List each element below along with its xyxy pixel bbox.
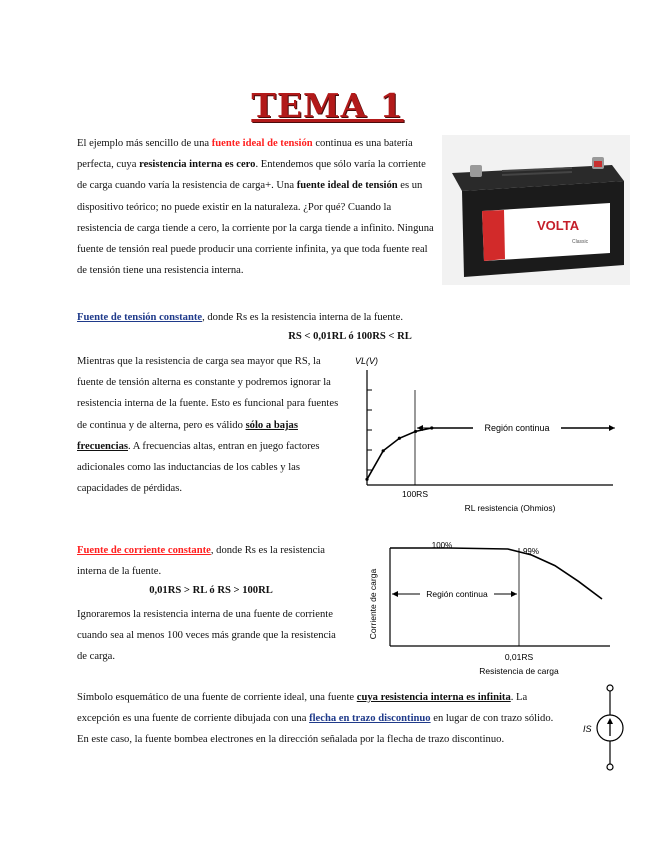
chart1-point (414, 430, 417, 433)
chart1-xlabel: RL resistencia (Ohmios) (464, 503, 556, 513)
battery-brand: VOLTA (537, 218, 580, 233)
highlight-internal-resistance: resistencia interna es cero (139, 159, 256, 171)
current-chart (362, 536, 620, 680)
chart2-region-label: Región continua (426, 589, 488, 599)
symbol-paragraph: Símbolo esquemático de una fuente de corriente ideal, una fuente cuya resistencia interna es infinita. La excepción es una fuente de corriente dibujada con una flecha en trazo discontinuo en lugar de con trazo sólido. En este caso, la fuente bombea electrones en la dirección señalada por la flecha de trazo discontinuo. (77, 692, 554, 746)
chart1-series-line (367, 428, 613, 479)
current-formula: 0,01RS > RL ó RS > 100RL (149, 585, 273, 596)
chart1-point (398, 437, 401, 440)
voltage-source-heading: Fuente de tensión constante (77, 312, 203, 323)
highlight-ideal-source: fuente ideal de tensión (211, 138, 313, 149)
current-source-intro: Fuente de corriente constante, donde Rs es la resistencia interna de la fuente. (77, 545, 326, 578)
voltage-chart (345, 352, 620, 520)
current-paragraph: Ignoraremos la resistencia interna de una fuente de corriente cuando sea al menos 100 veces más grande que la resistencia de carga. (77, 609, 336, 663)
battery-label-small: Classic (572, 239, 589, 245)
chart2-x-tick: 0,01RS (504, 652, 534, 662)
current-source-heading: Fuente de corriente constante (77, 545, 211, 556)
chart2-label-99: 99% (522, 547, 540, 556)
chart2-arrow-head-right (511, 591, 517, 597)
chart2-arrow-head-left (392, 591, 398, 597)
voltage-source-heading-line: Fuente de tensión constante, donde Rs es la resistencia interna de la fuente. (77, 312, 403, 323)
chart1-point (430, 426, 433, 429)
chart1-y-ticks (367, 390, 372, 470)
chart2-ylabel: Corriente de carga (368, 568, 378, 640)
current-source-symbol (578, 684, 634, 772)
chart1-arrow-head-right (609, 425, 615, 431)
page-title: TEMA 1 (251, 86, 404, 125)
chart2-xlabel: Resistencia de carga (479, 666, 559, 676)
intro-paragraph: El ejemplo más sencillo de una fuente ideal de tensión continua es una batería perfecta, cuya resistencia interna es cero. Entendemos que sólo varía la corriente de carga cuando varía la resistencia de carga+. Una fuente ideal de tensión es un dispositivo teórico; no puede existir en la naturaleza. ¿Por qué? Cuando la resistencia de carga tiende a cero, la corriente por la carga tiende a infinito. Ninguna fuente de tensión real puede producir una corriente infinita, ya que toda fuente real de tensión tiene una resistencia interna. (77, 138, 434, 277)
chart1-point (365, 478, 368, 481)
voltage-paragraph: Mientras que la resistencia de carga sea mayor que RS, la fuente de tensión alterna es constante y podremos ignorar la resistencia interna de la fuente. Esto es funcional para fuentes de continua y de alterna, pero es válido sólo a bajas frecuencias. A frecuencias altas, entran en juego factores adicionales como las inductancias de los cables y las capacidades de pérdidas. (77, 356, 339, 495)
chart1-ylabel: VL(V) (355, 356, 379, 366)
dashed-arrow-emphasis: flecha en trazo discontinuo (309, 713, 431, 725)
chart1-region-label: Región continua (484, 423, 550, 433)
chart1-point (382, 449, 385, 452)
chart1-x-tick: 100RS (402, 489, 428, 499)
chart2-label-100: 100% (431, 541, 453, 550)
infinite-resistance-emphasis: cuya resistencia interna es infinita (356, 692, 511, 703)
highlight-ideal-source-2: fuente ideal de tensión (296, 180, 398, 192)
low-frequency-emphasis: sólo a bajas frecuencias (77, 419, 298, 452)
voltage-formula: RS < 0,01RL ó 100RS < RL (288, 331, 412, 342)
battery-image (442, 135, 630, 285)
symbol-label: IS (583, 724, 592, 734)
